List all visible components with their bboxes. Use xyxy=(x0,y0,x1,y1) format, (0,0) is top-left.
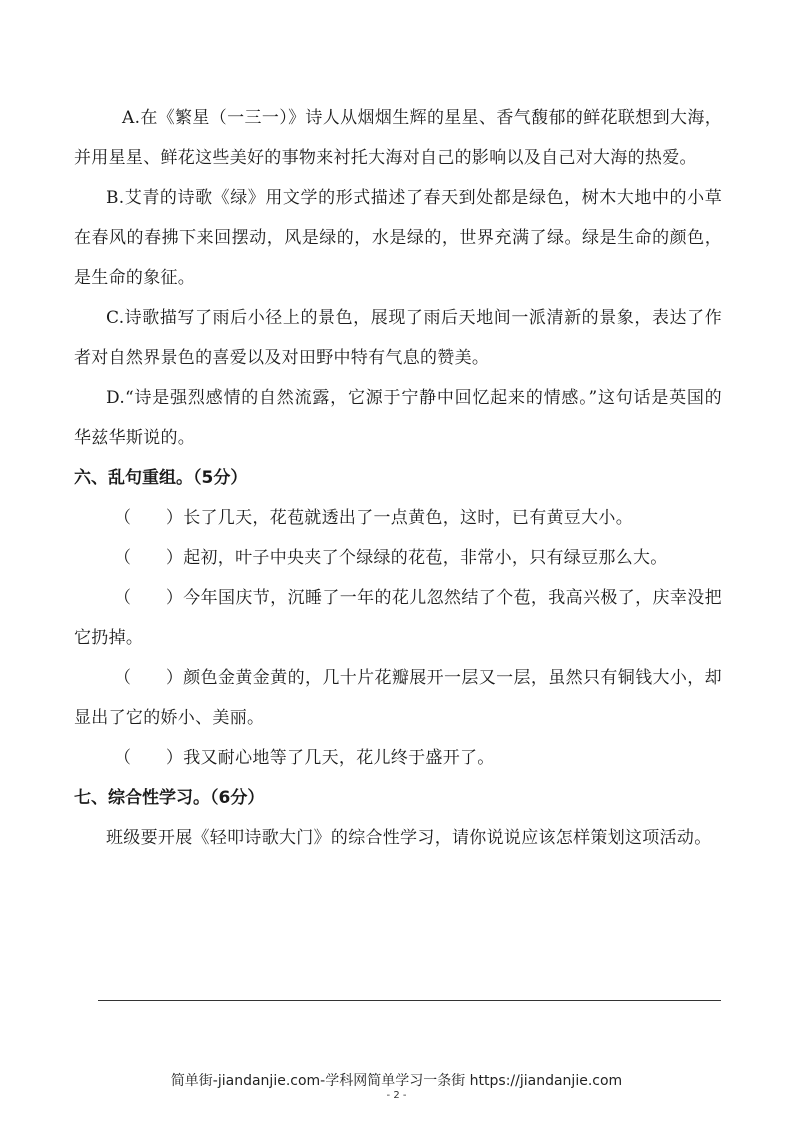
document-body xyxy=(74,98,722,858)
section-7-heading: 七、综合性学习。（6分） xyxy=(74,788,265,808)
reorder-item-3 xyxy=(74,578,722,658)
footer-source: 简单街-jiandanjie.com-学科网简单学习一条街 https://jiandanjie.com xyxy=(170,1073,623,1089)
section-7-prompt: 班级要开展《轻叩诗歌大门》的综合性学习，请你说说应该怎样策划这项活动。 xyxy=(106,828,712,848)
answer-bracket[interactable]: （ ） xyxy=(114,548,184,568)
reorder-item-text: 我又耐心地等了几天，花儿终于盛开了。 xyxy=(183,748,495,768)
reorder-item-text: 今年国庆节，沉睡了一年的花儿忽然结了个苞，我高兴极了，庆幸没把它扔掉。 xyxy=(74,588,722,648)
reorder-item-text: 起初，叶子中央夹了个绿绿的花苞，非常小，只有绿豆那么大。 xyxy=(183,548,668,568)
reorder-item-1 xyxy=(74,498,722,538)
option-a: A.在《繁星（一三一）》诗人从烟烟生辉的星星、香气馥郁的鲜花联想到大海，并用星星、鲜花这些美好的事物来衬托大海对自己的影响以及自己对大海的热爱。 xyxy=(74,108,722,168)
option-c: C.诗歌描写了雨后小径上的景色，展现了雨后天地间一派清新的景象，表达了作者对自然界景色的喜爱以及对田野中特有气息的赞美。 xyxy=(74,308,722,368)
reorder-item-text: 颜色金黄金黄的，几十片花瓣展开一层又一层，虽然只有铜钱大小，却显出了它的娇小、美丽。 xyxy=(74,668,722,728)
reorder-item-2 xyxy=(74,538,722,578)
page-number: - 2 - xyxy=(386,1090,407,1101)
section-6-heading: 六、乱句重组。（5分） xyxy=(74,468,248,488)
reorder-item-5 xyxy=(74,738,722,778)
answer-bracket[interactable]: （ ） xyxy=(114,748,184,768)
answer-bracket[interactable]: （ ） xyxy=(114,508,184,528)
answer-line[interactable] xyxy=(98,1000,721,1001)
option-d: D.“诗是强烈感情的自然流露，它源于宁静中回忆起来的情感。”这句话是英国的华兹华斯说的。 xyxy=(74,388,722,448)
option-b: B.艾青的诗歌《绿》用文学的形式描述了春天到处都是绿色，树木大地中的小草在春风的春拂下来回摆动，风是绿的，水是绿的，世界充满了绿。绿是生命的颜色，是生命的象征。 xyxy=(74,188,722,288)
answer-bracket[interactable]: （ ） xyxy=(114,588,184,608)
answer-bracket[interactable]: （ ） xyxy=(114,668,184,688)
reorder-item-4 xyxy=(74,658,722,738)
reorder-item-text: 长了几天，花苞就透出了一点黄色，这时，已有黄豆大小。 xyxy=(183,508,634,528)
